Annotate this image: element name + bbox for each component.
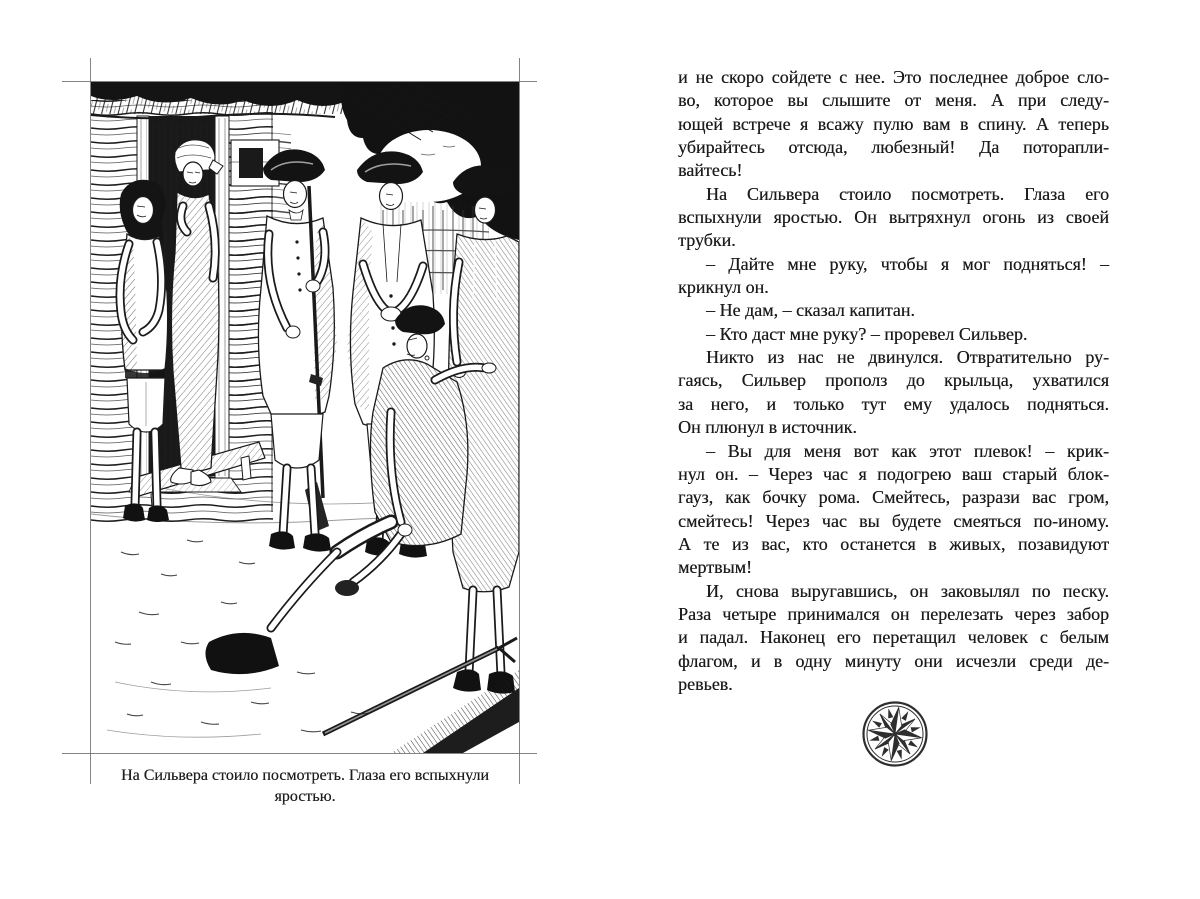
illustration-plate bbox=[91, 82, 519, 753]
text-line: Раза четыре принимался он перелезать через забор bbox=[678, 603, 1109, 624]
text-line: Никто из нас не двинулся. Отвратительно ру- bbox=[706, 347, 1109, 368]
text-line: ревьев. bbox=[678, 673, 733, 694]
paragraph bbox=[678, 253, 1109, 300]
text-line: гауз, как бочку рома. Смейтесь, разрази вас гром, bbox=[678, 487, 1109, 508]
text-line: мертвым! bbox=[678, 557, 752, 578]
text-line: – Кто даст мне руку? – проревел Сильвер. bbox=[706, 323, 1028, 344]
text-line: нул он. – Через час я подогрею ваш старый блок- bbox=[678, 463, 1109, 484]
text-line: – Вы для меня вот как этот плевок! – крик- bbox=[706, 440, 1109, 461]
illustration-caption bbox=[90, 766, 520, 807]
text-line: гаясь, Сильвер прополз до крыльца, ухватился bbox=[678, 370, 1109, 391]
paragraph bbox=[678, 66, 1109, 183]
text-line: крикнул он. bbox=[678, 277, 769, 298]
caption-line-1: На Сильвера стоило посмотреть. Глаза его вспыхнули bbox=[121, 767, 489, 784]
plate-frame-line-bottom bbox=[62, 753, 537, 754]
silver-boot bbox=[205, 633, 279, 674]
text-line: и не скоро сойдете с нее. Это последнее доброе сло- bbox=[678, 67, 1109, 87]
text-line: А те из вас, кто останется в живых, позавидуют bbox=[678, 533, 1109, 554]
text-line: и падал. Наконец его перетащил человек с белым bbox=[678, 627, 1109, 648]
text-line: за него, и только тут ему удалось подняться. bbox=[678, 393, 1109, 414]
paragraph bbox=[678, 346, 1109, 439]
text-line: вспыхнули яростью. Он вытряхнул огонь из своей bbox=[678, 207, 1109, 228]
text-line: – Дайте мне руку, чтобы я мог подняться! – bbox=[706, 253, 1109, 274]
paragraph bbox=[678, 580, 1109, 697]
chapter-end-ornament bbox=[861, 700, 929, 768]
paragraph bbox=[678, 183, 1109, 253]
paragraph bbox=[678, 299, 1109, 322]
text-line: флагом, и в одну минуту они исчезли среди де- bbox=[678, 650, 1109, 671]
illustration-engraving bbox=[91, 82, 519, 753]
text-line: И, снова выругавшись, он заковылял по песку. bbox=[706, 580, 1109, 601]
page-text bbox=[678, 66, 1109, 696]
text-line: – Не дам, – сказал капитан. bbox=[706, 300, 915, 321]
plate-frame-line-right bbox=[519, 58, 520, 784]
compass-rose-icon bbox=[861, 700, 929, 768]
text-line: ющей встрече я всажу пулю вам в спину. А теперь bbox=[678, 113, 1109, 134]
text-line: вайтесь! bbox=[678, 160, 743, 181]
text-line: трубки. bbox=[678, 230, 736, 251]
text-line: На Сильвера стоило посмотреть. Глаза его bbox=[706, 183, 1109, 204]
text-line: во, которое вы слышите от меня. А при следу- bbox=[678, 90, 1109, 111]
paragraph bbox=[678, 323, 1109, 346]
text-line: смейтесь! Через час вы будете смеяться по-иному. bbox=[678, 510, 1109, 531]
paragraph bbox=[678, 440, 1109, 580]
text-line: убирайтесь отсюда, любезный! Да поторапли- bbox=[678, 137, 1109, 158]
text-line: Он плюнул в источник. bbox=[678, 417, 857, 438]
caption-line-2: яростью. bbox=[274, 787, 336, 805]
